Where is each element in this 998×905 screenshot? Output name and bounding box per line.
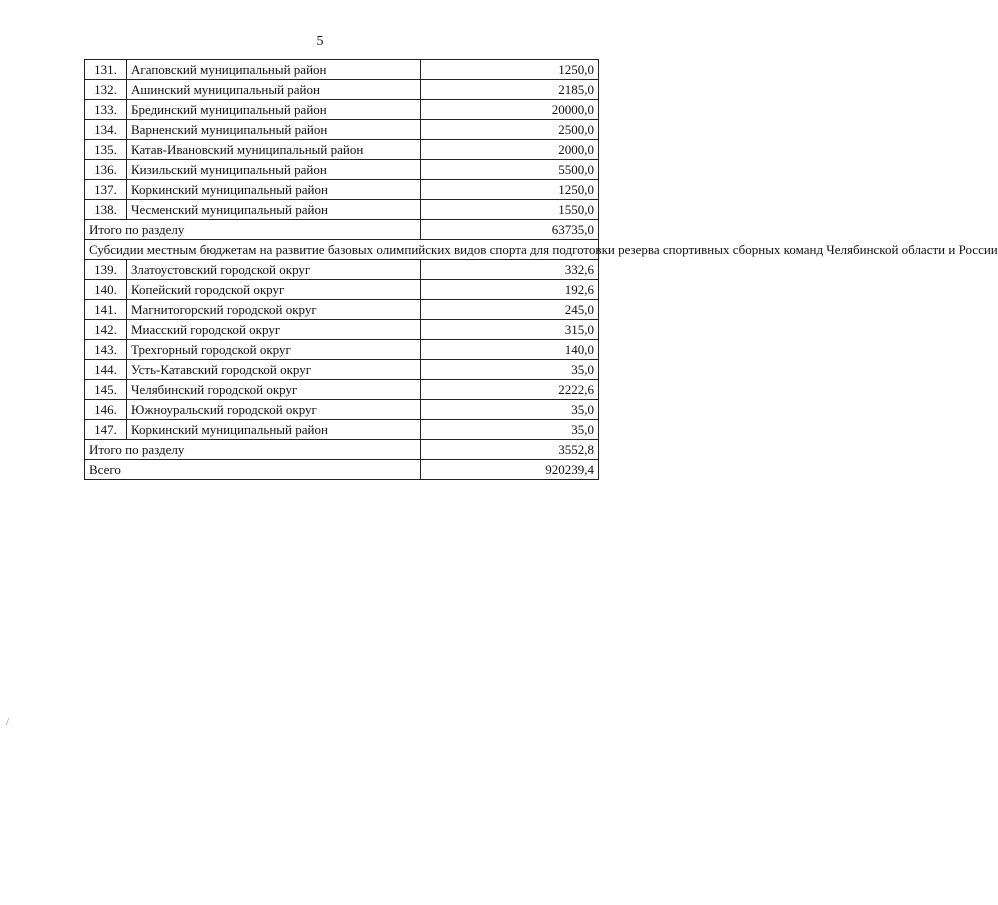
row-value: 1250,0 [421,60,599,80]
table-row [85,300,599,320]
row-value: 20000,0 [421,100,599,120]
row-value: 332,6 [421,260,599,280]
section-total [85,220,599,240]
row-number: 141. [85,300,127,320]
section-total-label: Итого по разделу [85,440,421,460]
table-row [85,420,599,440]
row-number: 133. [85,100,127,120]
row-name: Златоустовский городской округ [127,260,421,280]
section-total-value: 63735,0 [421,220,599,240]
budget-table [84,59,998,480]
table-row [85,340,599,360]
row-name: Миасский городской округ [127,320,421,340]
table-row [85,260,599,280]
row-value: 245,0 [421,300,599,320]
row-number: 146. [85,400,127,420]
row-name: Копейский городской округ [127,280,421,300]
row-value: 5500,0 [421,160,599,180]
row-value: 1550,0 [421,200,599,220]
grand-total-label: Всего [85,460,421,480]
row-name: Варненский муниципальный район [127,120,421,140]
row-value: 1250,0 [421,180,599,200]
row-value: 315,0 [421,320,599,340]
table-row [85,100,599,120]
table-row [85,80,599,100]
row-value: 35,0 [421,420,599,440]
row-name: Челябинский городской округ [127,380,421,400]
row-name: Трехгорный городской округ [127,340,421,360]
table-row [85,60,599,80]
row-number: 145. [85,380,127,400]
margin-mark: / [6,716,10,728]
table-row [85,380,599,400]
row-number: 132. [85,80,127,100]
grand-total-value: 920239,4 [421,460,599,480]
row-number: 143. [85,340,127,360]
row-name: Агаповский муниципальный район [127,60,421,80]
section-total-label: Итого по разделу [85,220,421,240]
table-row [85,200,599,220]
row-value: 2500,0 [421,120,599,140]
row-name: Чесменский муниципальный район [127,200,421,220]
table-row [85,280,599,300]
section-heading-row [85,240,599,260]
row-number: 137. [85,180,127,200]
row-number: 144. [85,360,127,380]
row-value: 2222,6 [421,380,599,400]
row-value: 192,6 [421,280,599,300]
row-number: 139. [85,260,127,280]
row-name: Ашинский муниципальный район [127,80,421,100]
grand-total [85,460,599,480]
section-total-value: 3552,8 [421,440,599,460]
row-name: Кизильский муниципальный район [127,160,421,180]
table-row [85,400,599,420]
row-name: Коркинский муниципальный район [127,420,421,440]
row-name: Катав-Ивановский муниципальный район [127,140,421,160]
table-row [85,160,599,180]
row-number: 136. [85,160,127,180]
section-total [85,440,599,460]
table-row [85,360,599,380]
table-row [85,320,599,340]
row-number: 140. [85,280,127,300]
row-name: Коркинский муниципальный район [127,180,421,200]
row-name: Усть-Катавский городской округ [127,360,421,380]
table-row [85,140,599,160]
page-number: 5 [316,34,324,49]
row-number: 147. [85,420,127,440]
row-value: 35,0 [421,400,599,420]
row-name: Брединский муниципальный район [127,100,421,120]
table-row [85,180,599,200]
row-value: 2000,0 [421,140,599,160]
row-number: 138. [85,200,127,220]
row-value: 140,0 [421,340,599,360]
row-value: 2185,0 [421,80,599,100]
row-number: 142. [85,320,127,340]
row-number: 134. [85,120,127,140]
table-row [85,120,599,140]
row-number: 135. [85,140,127,160]
row-number: 131. [85,60,127,80]
section-title: Субсидии местным бюджетам на развитие базовых олимпийских видов спорта для подготовки резерва спортивных сборных команд Челябинской области и России [85,240,599,260]
row-name: Магнитогорский городской округ [127,300,421,320]
row-value: 35,0 [421,360,599,380]
row-name: Южноуральский городской округ [127,400,421,420]
